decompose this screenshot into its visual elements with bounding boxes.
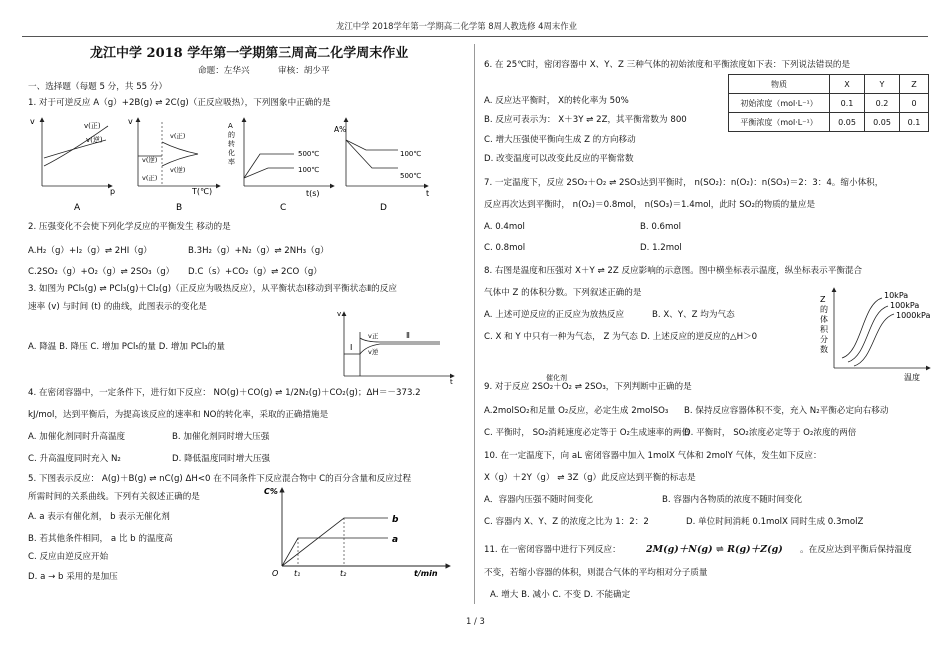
q9-option-b: B. 保持反应容器体积不变，充入 N₂平衡必定向右移动: [684, 406, 889, 416]
q6-option-b: B. 反应可表示为： X＋3Y ⇌ 2Z，其平衡常数为 800: [484, 115, 687, 125]
q6-table-row: [729, 94, 929, 113]
q3-y-label: v: [337, 310, 342, 318]
q1-stem: 1. 对于可逆反应 A（g）+2B(g) ⇌ 2C(g)（正反应吸热），下列图象中正确的是: [28, 98, 331, 108]
q1b-series-3: v(逆): [170, 166, 186, 174]
q7-option-b: B. 0.6mol: [640, 222, 682, 232]
q1c-curve-100: 100℃: [298, 166, 320, 174]
q1-graphs: [28, 114, 438, 214]
q1-graph-d: [334, 118, 429, 213]
q8-y-label-4: 积: [820, 325, 828, 334]
q3-stem-line2: 速率 (v) 与时间 (t) 的曲线，此图表示的变化是: [28, 302, 207, 312]
q6-th-y: Y: [865, 75, 900, 94]
q1c-y-label-3: 转: [228, 140, 235, 148]
q1-graph-b: [128, 117, 220, 213]
q8-y-label-6: 数: [820, 345, 828, 354]
q1a-series-reverse: v(逆): [86, 136, 103, 144]
page-header: 龙江中学 2018学年第一学期高二化学第 8周人教选修 4周末作业: [336, 21, 577, 31]
q6-option-a: A. 反应达平衡时， X的转化率为 50%: [484, 96, 629, 106]
q1-graph-c: [228, 118, 334, 213]
q1b-series-4: v(正): [142, 174, 158, 182]
q7-option-d: D. 1.2mol: [640, 243, 682, 253]
q6-row2-x: 0.05: [830, 113, 865, 132]
q2-stem: 2. 压强变化不会使下列化学反应的平衡发生 移动的是: [28, 222, 231, 232]
q6-table-row: [729, 113, 929, 132]
q10-stem-line2: X（g）＋2Y（g） ⇌ 3Z（g）此反应达到平衡的标志是: [484, 473, 696, 483]
q8-options-cd: C. X 和 Y 中只有一种为气态， Z 为气态 D. 上述反应的逆反应的△H＞0: [484, 332, 758, 342]
q8-graph: [812, 282, 940, 382]
q8-y-label-5: 分: [820, 335, 828, 344]
q8-option-b: B. X、Y、Z 均为气态: [652, 310, 735, 320]
q1a-y-label: v: [30, 117, 35, 126]
q8-curve-100kpa: 100kPa: [890, 301, 920, 310]
q11-stem-post: 。在反应达到平衡后保持温度: [800, 545, 912, 555]
q10-option-d: D. 单位时间消耗 0.1molX 同时生成 0.3molZ: [686, 517, 864, 527]
q1a-x-label: p: [110, 187, 116, 196]
q1d-x-label: t: [426, 189, 430, 198]
q5-stem-line2: 所需时间的关系曲线。下列有关叙述正确的是: [28, 492, 200, 502]
q1c-x-label: t(s): [306, 189, 320, 198]
page-title: [90, 42, 408, 61]
q6-row1-x: 0.1: [830, 94, 865, 113]
q3-options: A. 降温 B. 降压 C. 增加 PCl₅的量 D. 增加 PCl₃的量: [28, 342, 225, 352]
q1c-caption: C: [280, 203, 287, 213]
q3-state-2: Ⅱ: [406, 331, 410, 340]
q1b-series-1: v(正): [170, 132, 186, 140]
q6-row1-z: 0: [900, 94, 929, 113]
q10-option-b: B. 容器内各物质的浓度不随时间变化: [662, 495, 803, 505]
q2-option-d: D.C（s）+CO₂（g）⇌ 2CO（g）: [188, 267, 322, 277]
q5-curve-a: a: [392, 535, 399, 545]
q5-y-label: C%: [264, 487, 278, 496]
q7-stem-line2: 反应再次达到平衡时， n(O₂)＝0.8mol， n(SO₃)＝1.4mol，此时 SO₂的物质的量应是: [484, 200, 816, 210]
q5-option-c: C. 反应由逆反应开始: [28, 552, 109, 562]
q5-graph: [264, 482, 458, 580]
q5-curve-b: b: [392, 515, 399, 525]
q11-stem-pre: 11. 在一密闭容器中进行下列反应：: [484, 545, 621, 555]
q8-x-label: 温度: [904, 373, 920, 382]
q3-x-label: t: [450, 378, 453, 384]
q1c-y-label-2: 的: [228, 131, 235, 139]
title-rest: 学年第一学期第三周高二化学周末作业: [182, 46, 409, 61]
q9-stem: 9. 对于反应 2SO₂＋O₂ ⇌ 2SO₃，下列判断中正确的是: [484, 382, 692, 392]
q6-th-substance: 物质: [729, 75, 830, 94]
q11-stem-line2: 不变，若缩小容器的体积，则混合气体的平均相对分子质量: [484, 568, 708, 578]
q4-option-b: B. 加催化剂同时增大压强: [172, 432, 270, 442]
title-year: 2018: [146, 46, 183, 61]
q1d-curve-100: 100℃: [400, 150, 422, 158]
title-school: 龙江中学: [90, 46, 147, 61]
q10-option-a: A．容器内压强不随时间变化: [484, 495, 594, 505]
q3-stem-line1: 3. 如图为 PCl₅(g) ⇌ PCl₃(g)＋Cl₂(g)（正反应为吸热反应），从平衡状态Ⅰ移动到平衡状态Ⅱ的反应: [28, 284, 397, 294]
q1b-y-label: v: [128, 117, 133, 126]
q3-series-forward: v正: [368, 332, 379, 340]
q8-stem-line1: 8. 右图是温度和压强对 X＋Y ⇌ 2Z 反应影响的示意图。图中横坐标表示温度，纵坐标表示平衡混合: [484, 266, 863, 276]
q5-t2: t₂: [340, 569, 347, 578]
q1b-series-2: v(逆): [142, 156, 158, 164]
q7-option-c: C. 0.8mol: [484, 243, 526, 253]
q1c-y-label-1: A: [228, 122, 233, 130]
q11-options: A. 增大 B. 减小 C. 不变 D. 不能确定: [490, 590, 631, 600]
q4-stem-line2: kJ/mol，达到平衡后，为提高该反应的速率和 NO的转化率，采取的正确措施是: [28, 410, 329, 420]
q9-option-c: C. 平衡时， SO₂消耗速度必定等于 O₂生成速率的两倍: [484, 428, 691, 438]
proposer: 命题：左华兴: [198, 66, 250, 76]
q3-state-1: Ⅰ: [350, 343, 353, 352]
q8-curve-1000kpa: 1000kPa: [896, 311, 931, 320]
q7-option-a: A. 0.4mol: [484, 222, 525, 232]
q4-stem-line1: 4. 在密闭容器中，一定条件下，进行如下反应： NO(g)＋CO(g) ⇌ 1/2N₂(g)＋CO₂(g)；ΔH＝－373.2: [28, 388, 421, 398]
q7-stem-line1: 7. 一定温度下，反应 2SO₂＋O₂ ⇌ 2SO₃达到平衡时， n(SO₂)：n(O₂)：n(SO₃)＝2：3：4。缩小体积，: [484, 178, 884, 188]
q6-row2-y: 0.05: [865, 113, 900, 132]
q9-catalyst-label: 催化剂: [546, 374, 567, 382]
q5-option-b: B. 若其他条件相同， a 比 b 的温度高: [28, 534, 173, 544]
q9-option-a: A.2molSO₂和足量 O₂反应，必定生成 2molSO₃: [484, 406, 669, 416]
q1c-y-label-5: 率: [228, 158, 235, 166]
q5-origin: O: [272, 569, 279, 578]
q5-t1: t₁: [294, 569, 301, 578]
reviewer: 审核：胡少平: [278, 66, 330, 76]
q8-y-label-1: Z: [820, 295, 826, 304]
q10-stem-line1: 10. 在一定温度下，向 aL 密闭容器中加入 1molX 气体和 2molY 气体，发生如下反应：: [484, 451, 822, 461]
q2-option-c: C.2SO₂（g）+O₂（g）⇌ 2SO₃（g）: [28, 267, 175, 277]
q6-option-d: D. 改变温度可以改变此反应的平衡常数: [484, 154, 634, 164]
q5-stem-line1: 5. 下图表示反应： A(g)＋B(g) ⇌ nC(g) ΔH<0 在不同条件下反应混合物中 C的百分含量和反应过程: [28, 474, 412, 484]
q2-option-b: B.3H₂（g）+N₂（g）⇌ 2NH₃（g）: [188, 246, 329, 256]
q8-y-label-3: 体: [820, 315, 828, 324]
column-divider: [474, 44, 475, 604]
q6-table: [728, 74, 929, 132]
q10-option-c: C. 容器内 X、Y、Z 的浓度之比为 1：2：2: [484, 517, 649, 527]
q6-option-c: C. 增大压强使平衡向生成 Z 的方向移动: [484, 135, 636, 145]
q4-option-d: D. 降低温度同时增大压强: [172, 454, 271, 464]
q11-equation: 2M(g)＋N(g) ⇌ R(g)＋Z(g): [646, 544, 783, 555]
q6-row1-y: 0.2: [865, 94, 900, 113]
q1a-series-forward: v(正): [84, 122, 101, 130]
q1b-caption: B: [176, 203, 183, 213]
q1d-y-label: A%: [334, 125, 347, 134]
q1d-caption: D: [380, 203, 387, 213]
q9-option-d: D. 平衡时， SO₂浓度必定等于 O₂浓度的两倍: [684, 428, 857, 438]
q2-option-a: A.H₂（g）+I₂（g）⇌ 2HI（g）: [28, 246, 152, 256]
q1b-x-label: T(℃): [192, 187, 213, 196]
q6-th-x: X: [830, 75, 865, 94]
q6-row2-z: 0.1: [900, 113, 929, 132]
q1c-y-label-4: 化: [228, 149, 235, 157]
q6-table-header: [729, 75, 929, 94]
q6-stem: 6. 在 25℃时，密闭容器中 X、Y、Z 三种气体的初始浓度和平衡浓度如下表：下列说法错误的是: [484, 60, 851, 70]
q8-option-a: A. 上述可逆反应的正反应为放热反应: [484, 310, 625, 320]
q1-graph-a: [30, 117, 115, 213]
section-heading: 一、选择题（每题 5 分，共 55 分）: [28, 82, 168, 92]
q3-series-reverse: v逆: [368, 348, 379, 356]
q8-y-label-2: 的: [820, 305, 828, 314]
page-number: 1 / 3: [466, 616, 485, 626]
q4-option-a: A. 加催化剂同时升高温度: [28, 432, 126, 442]
q6-th-z: Z: [900, 75, 929, 94]
q1a-caption: A: [74, 203, 81, 213]
q1c-curve-500: 500℃: [298, 150, 320, 158]
q8-curve-10kpa: 10kPa: [884, 291, 909, 300]
q8-stem-line2: 气体中 Z 的体积分数。下列叙述正确的是: [484, 288, 642, 298]
q5-option-a: A. a 表示有催化剂， b 表示无催化剂: [28, 512, 170, 522]
q5-x-label: t/min: [414, 569, 438, 578]
q6-row2-label: 平衡浓度（mol·L⁻¹）: [729, 113, 830, 132]
q6-row1-label: 初始浓度（mol·L⁻¹）: [729, 94, 830, 113]
q5-option-d: D. a → b 采用的是加压: [28, 572, 118, 582]
q4-option-c: C. 升高温度同时充入 N₂: [28, 454, 121, 464]
header-rule: [22, 36, 928, 37]
q3-graph: [336, 308, 460, 384]
q1d-curve-500: 500℃: [400, 172, 422, 180]
